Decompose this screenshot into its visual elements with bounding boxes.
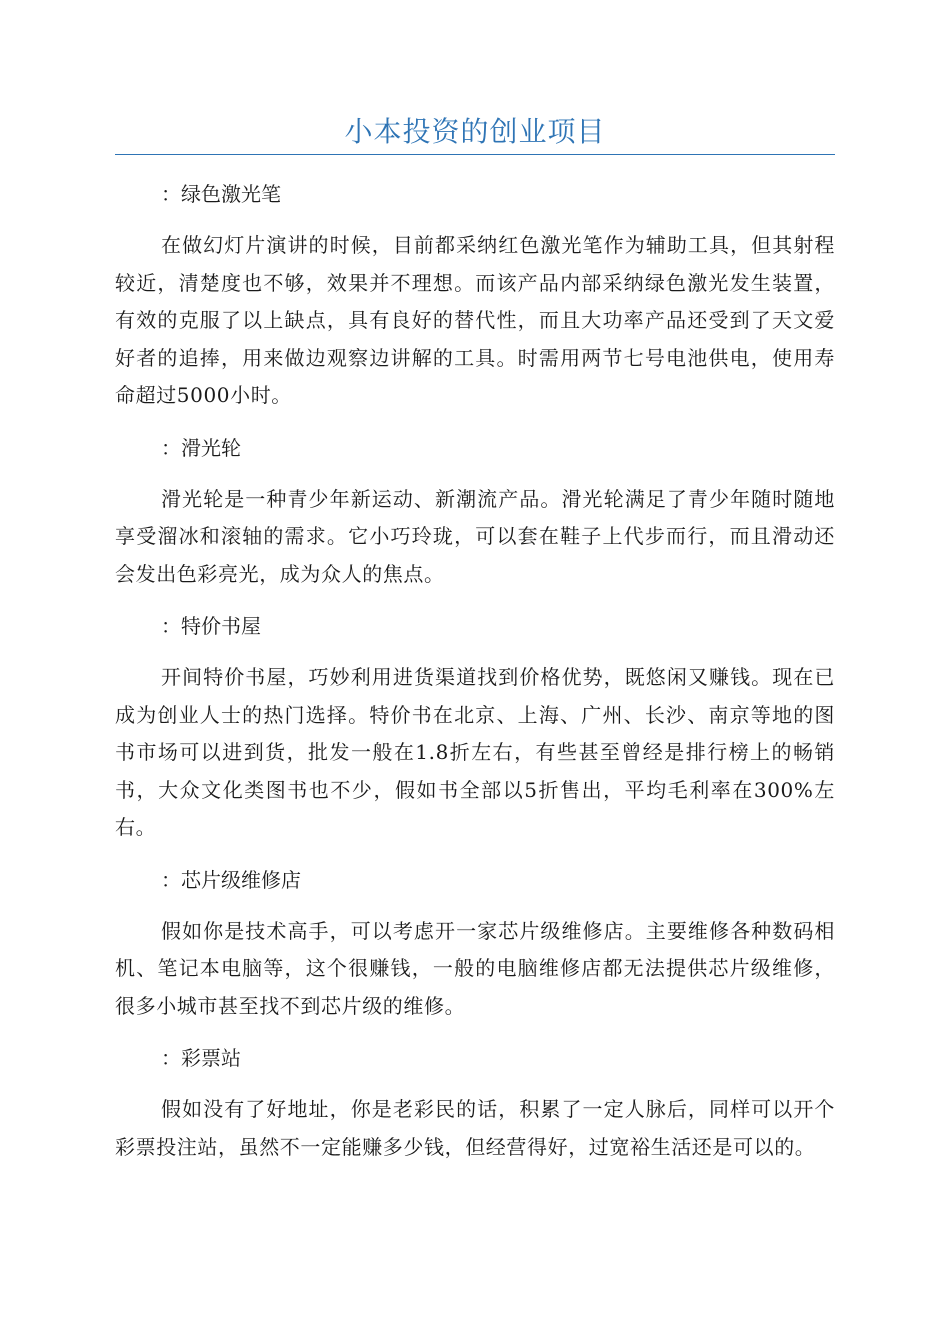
section-heading: ：特价书屋 (161, 614, 261, 638)
section-heading: ：滑光轮 (161, 435, 241, 460)
section-paragraph: 在做幻灯片演讲的时候，目前都采纳红色激光笔作为辅助工具，但其射程较近，清楚度也不够，效果并不理想。而该产品内部采纳绿色激光发生装置，有效的克服了以上缺点，具有良好的替代性，而且大功率产品还受到了天文爱好者的追捧，用来做边观察边讲解的工具。时需用两节七号电池供电，使用寿命超过5000小时。 (115, 233, 835, 407)
section-heading: ：芯片级维修店 (161, 867, 301, 892)
section-light-wheel (115, 426, 835, 594)
document-title: 小本投资的创业项目 (344, 115, 606, 148)
section-discount-bookstore (115, 604, 835, 847)
section-heading: ：绿色激光笔 (161, 182, 281, 206)
section-paragraph: 开间特价书屋，巧妙利用进货渠道找到价格优势，既悠闲又赚钱。现在已成为创业人士的热门选择。特价书在北京、上海、广州、长沙、南京等地的图书市场可以进到货，批发一般在1.8折左右，有些甚至曾经是排行榜上的畅销书，大众文化类图书也不少，假如书全部以5折售出，平均毛利率在300%左右。 (115, 665, 835, 839)
section-paragraph: 假如你是技术高手，可以考虑开一家芯片级维修店。主要维修各种数码相机、笔记本电脑等，这个很赚钱，一般的电脑维修店都无法提供芯片级维修，很多小城市甚至找不到芯片级的维修。 (115, 918, 835, 1018)
document-body (115, 172, 835, 1177)
section-green-laser-pointer (115, 172, 835, 415)
section-paragraph: 假如没有了好地址，你是老彩民的话，积累了一定人脉后，同样可以开个彩票投注站，虽然不一定能赚多少钱，但经营得好，过宽裕生活还是可以的。 (115, 1097, 835, 1159)
section-heading: ：彩票站 (161, 1046, 241, 1070)
section-chip-repair-shop (115, 858, 835, 1026)
section-lottery-station (115, 1036, 835, 1166)
section-paragraph: 滑光轮是一种青少年新运动、新潮流产品。滑光轮满足了青少年随时随地享受溜冰和滚轴的需求。它小巧玲珑，可以套在鞋子上代步而行，而且滑动还会发出色彩亮光，成为众人的焦点。 (115, 486, 835, 586)
title-underline (115, 154, 835, 155)
